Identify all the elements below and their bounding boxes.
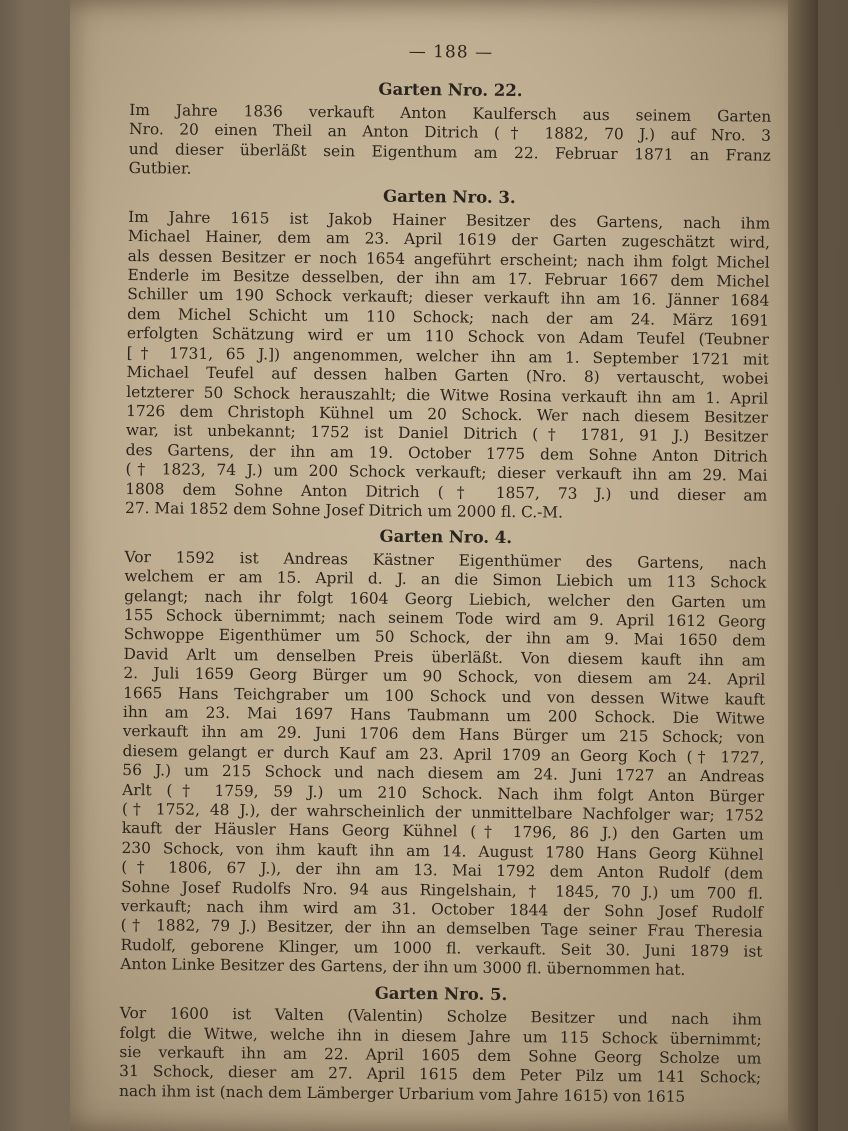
text-line: nach ihm ist (nach dem Lämberger Urbarium vom Jahre 1615) von 1615: [118, 1081, 686, 1106]
text-line: 1726 dem Christoph Kühnel um 20 Schock. Wer nach diesem Besitzer: [126, 401, 769, 427]
text-line: Michael Teufel auf dessen halben Garten (Nro. 8) vertauscht, wobei: [126, 363, 769, 388]
text-line: sie verkauft ihn am 22. April 1605 dem Sohne Georg Scholze um: [119, 1042, 762, 1068]
text-line: 1665 Hans Teichgraber um 100 Schock und von dessen Witwe kauft: [123, 683, 766, 709]
text-line: 1808 dem Sohne Anton Ditrich († 1857, 73 J.) und dieser am: [125, 479, 768, 505]
section-heading: Garten Nro. 4.: [379, 526, 513, 548]
text-line: letzterer 50 Schock herauszahlt; die Witwe Rosina verkauft ihn am 1. April: [126, 382, 769, 408]
text-line: Enderle im Besitze desselben, der ihn am 17. Februar 1667 dem Michel: [127, 266, 770, 291]
text-line: verkauft ihn am 29. Juni 1706 dem Hans Bürger um 215 Schock; von: [122, 722, 765, 748]
text-line: Schiller um 190 Schock verkauft; dieser verkauft ihn am 16. Jänner 1684: [127, 285, 770, 311]
text-line: Gutbier.: [128, 159, 192, 178]
text-line: 155 Schock übernimmt; nach seinem Tode wird am 9. April 1612 Georg: [123, 605, 767, 631]
text-line: Arlt († 1759, 59 J.) um 210 Schock. Nach ihm folgt Anton Bürger: [122, 780, 765, 806]
text-line: Im Jahre 1615 ist Jakob Hainer Besitzer des Gartens, nach ihm: [128, 207, 771, 233]
text-line: dem Michel Schicht um 110 Schock; nach der am 24. März 1691: [127, 304, 770, 330]
text-line: kauft der Häusler Hans Georg Kühnel († 1796, 86 J.) den Garten um: [121, 819, 764, 845]
section-heading: Garten Nro. 3.: [382, 187, 516, 208]
text-line: [† 1731, 65 J.]) angenommen, welcher ihn am 1. September 1721 mit: [126, 343, 769, 369]
text-line: und dieser überläßt sein Eigenthum am 22. Februar 1871 an Franz: [128, 139, 771, 165]
text-line: verkauft; nach ihm wird am 31. October 1844 der Sohn Josef Rudolf: [120, 897, 763, 922]
text-line: diesem gelangt er durch Kauf am 23. April 1709 an Georg Koch († 1727,: [122, 741, 765, 767]
text-line: 230 Schock, von ihm kauft ihn am 14. August 1780 Hans Georg Kühnel: [121, 838, 764, 864]
book-spine-shadow: [788, 0, 818, 1131]
text-line: († 1823, 74 J.) um 200 Schock verkauft; dieser verkauft ihn am 29. Mai: [125, 460, 768, 485]
text-line: 31 Schock, dieser am 27. April 1615 dem Peter Pilz um 141 Schock;: [119, 1062, 762, 1087]
text-line: Nro. 20 einen Theil an Anton Ditrich († 1882, 70 J.) auf Nro. 3: [128, 120, 772, 145]
section-heading: Garten Nro. 22.: [378, 80, 523, 101]
page-number: — 188 —: [408, 41, 494, 63]
text-line: erfolgten Schätzung wird er um 110 Schock von Adam Teufel (Teubner: [126, 324, 769, 349]
page-text: [119, 40, 772, 1108]
text-line: Anton Linke Besitzer des Gartens, der ihn um 3000 fl. übernommen hat.: [120, 955, 686, 980]
book-page: [70, 0, 818, 1131]
text-line: Schwoppe Eigenthümer um 50 Schock, der ihn am 9. Mai 1650 dem: [123, 625, 766, 651]
text-line: 2. Juli 1659 Georg Bürger um 90 Schock, von diesem am 24. April: [123, 664, 766, 689]
text-line: († 1882, 79 J.) Besitzer, der ihn an demselben Tage seiner Frau Theresia: [120, 916, 763, 942]
text-line: Vor 1592 ist Andreas Kästner Eigenthümer des Gartens, nach: [124, 547, 767, 573]
section-heading: Garten Nro. 5.: [374, 983, 508, 1004]
text-line: war, ist unbekannt; 1752 ist Daniel Ditrich († 1781, 91 J.) Besitzer: [125, 421, 768, 447]
text-line: des Gartens, der ihn am 19. October 1775 dem Sohne Anton Ditrich: [125, 440, 768, 466]
text-line: David Arlt um denselben Preis überläßt. Von diesem kauft ihn am: [123, 644, 766, 670]
text-line: Michael Hainer, dem am 23. April 1619 der Garten zugeschätzt wird,: [127, 227, 771, 252]
text-line: welchem er am 15. April d. J. an die Simon Liebich um 113 Schock: [124, 567, 767, 592]
text-line: († 1806, 67 J.), der ihn am 13. Mai 1792 dem Anton Rudolf (dem: [121, 858, 764, 883]
text-line: 56 J.) um 215 Schock und nach diesem am 24. Juni 1727 an Andreas: [122, 761, 765, 786]
text-line: Vor 1600 ist Valten (Valentin) Scholze Besitzer und nach ihm: [119, 1004, 762, 1029]
text-line: folgt die Witwe, welche ihn in diesem Jahre um 115 Schock übernimmt;: [119, 1023, 762, 1049]
text-line: ihn am 23. Mai 1697 Hans Taubmann um 200 Schock. Die Witwe: [122, 702, 766, 728]
text-line: Im Jahre 1836 verkauft Anton Kaulfersch aus seinem Garten: [129, 100, 772, 126]
text-line: gelangt; nach ihr folgt 1604 Georg Liebich, welcher den Garten um: [124, 586, 767, 612]
text-line: Sohne Josef Rudolfs Nro. 94 aus Ringelshain, † 1845, 70 J.) um 700 fl.: [121, 877, 764, 903]
text-line: als dessen Besitzer er noch 1654 angeführt erscheint; nach ihm folgt Michel: [127, 246, 770, 272]
sections-container: [119, 77, 772, 1107]
text-line: († 1752, 48 J.), der wahrscheinlich der unmittelbare Nachfolger war; 1752: [121, 799, 765, 825]
text-line: 27. Mai 1852 dem Sohne Josef Ditrich um 2000 fl. C.-M.: [125, 498, 564, 522]
text-line: Rudolf, geborene Klinger, um 1000 fl. verkauft. Seit 30. Juni 1879 ist: [120, 935, 763, 961]
